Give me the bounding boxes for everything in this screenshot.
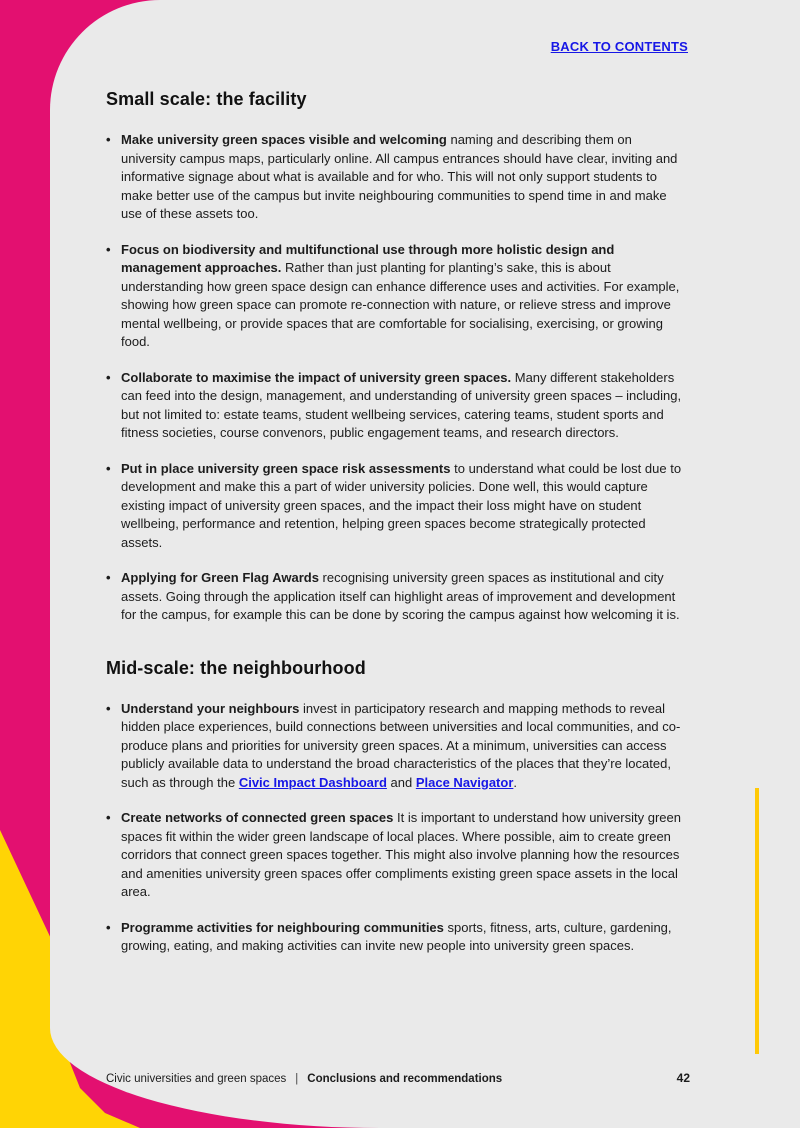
bullet-lead-text: Create networks of connected green spaces (121, 810, 394, 825)
footer-section-title: Conclusions and recommendations (307, 1073, 503, 1085)
bullet-lead-text: Programme activities for neighbouring communities (121, 919, 444, 935)
bullet-lead-text: Understand your neighbours (121, 700, 300, 716)
bullet-item (106, 919, 688, 956)
bullet-lead-text: Collaborate to maximise the impact of university green spaces. (121, 369, 512, 385)
bullet-body-text: It is important to understand how university green spaces fit within the wider green landscape of local places. Where possible, aim to create green corridors that connect green spaces together. This might also involve planning how the resources and amenities university green spaces offer compliments existing green space assets in the local area. (121, 810, 681, 899)
bullet-list (106, 131, 688, 625)
bullet-body-text: to understand what could be lost due to development and make this a part of wider university policies. Done well, this would capture existing impact of university green spaces, and the impact their loss might have on student wellbeing, performance and retention, helping green spaces become strategically protected assets. (121, 460, 682, 550)
bullet-item (106, 241, 688, 352)
section (106, 658, 688, 956)
bullet-item (106, 809, 688, 902)
back-link-row (106, 38, 688, 56)
back-to-contents-link[interactable]: BACK TO CONTENTS (550, 39, 688, 54)
bullet-body-text: . (513, 774, 518, 790)
bullet-body-text: Many different stakeholders can feed into the design, management, and understanding of university green spaces – including, but not limited to: estate teams, student wellbeing services, catering teams, student sports and fitness societies, course convenors, public engagement teams, and research directors. (121, 369, 682, 440)
section-heading: Small scale: the facility (106, 89, 307, 109)
sections-container (106, 89, 688, 956)
bullet-lead-text: Applying for Green Flag Awards (121, 570, 319, 585)
page-footer (106, 1071, 690, 1085)
bullet-item (106, 369, 688, 443)
bullet-body-text: recognising university green spaces as institutional and city assets. Going through the application itself can highlight areas of improvement and development for the campus, for example this can be done by scoring the campus against how welcoming it is. (121, 570, 680, 622)
bullet-item (106, 131, 688, 224)
bullet-lead-text: Focus on biodiversity and multifunctional use through more holistic design and management approaches. (121, 241, 615, 275)
bullet-list (106, 700, 688, 956)
section (106, 89, 688, 625)
bullet-lead-text: Make university green spaces visible and welcoming (121, 132, 447, 147)
bullet-body-text: and (386, 774, 416, 790)
inline-link[interactable]: Civic Impact Dashboard (238, 774, 387, 790)
footer-divider: | (295, 1073, 299, 1085)
bullet-body-text: naming and describing them on university campus maps, particularly online. All campus entrances should have clear, inviting and informative signage about what is available and for who. This will not only support students to make better use of the campus but invite neighbouring communities to spend time in and make use of these assets too. (121, 132, 678, 221)
bullet-body-text: sports, fitness, arts, culture, gardening, growing, eating, and making activities can invite new people into university green spaces. (121, 919, 672, 953)
page-number: 42 (676, 1071, 690, 1085)
bullet-body-text: invest in participatory research and mapping methods to reveal hidden place experiences, build connections between universities and local communities, and co-produce plans and priorities for university green spaces. At a minimum, universities can access publicly available data to understand the broad characteristics of the places that they’re located, such as through the (121, 700, 681, 790)
bullet-item (106, 569, 688, 625)
inline-link[interactable]: Place Navigator (415, 774, 514, 790)
section-heading: Mid-scale: the neighbourhood (106, 657, 366, 678)
bullet-item (106, 460, 688, 553)
yellow-accent-line (755, 788, 759, 1054)
bullet-body-text: Rather than just planting for planting’s sake, this is about understanding how green space design can enhance difference uses and activities. For example, showing how green space can promote re-connection with nature, or relieve stress and improve mental wellbeing, or provide spaces that are comfortable for socialising, exercising, or growing food. (121, 260, 680, 349)
bullet-lead-text: Put in place university green space risk assessments (121, 460, 451, 476)
page-content (106, 38, 688, 973)
bullet-item (106, 700, 688, 793)
footer-doc-title: Civic universities and green spaces (106, 1073, 287, 1085)
